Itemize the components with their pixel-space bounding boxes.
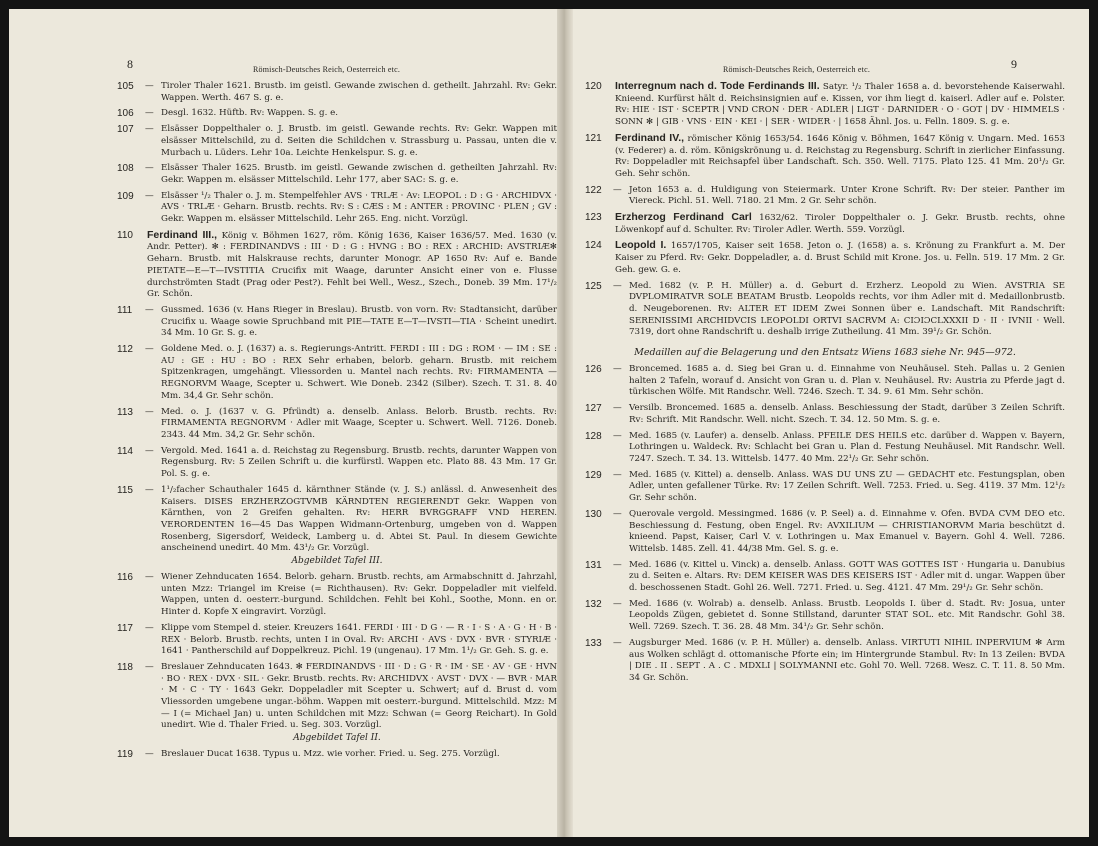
left-page xyxy=(9,9,557,837)
entry-dash: — xyxy=(613,508,622,519)
entry-dash: — xyxy=(145,163,154,174)
entry-number: 116 xyxy=(117,572,133,584)
entry-number: 118 xyxy=(117,661,133,673)
entry-dash: — xyxy=(145,406,154,417)
entry-number: 107 xyxy=(117,124,134,136)
entry-number: 124 xyxy=(585,240,602,252)
entry-dash: — xyxy=(613,403,622,414)
section-note: Medaillen auf die Belagerung und den Entsatz Wiens 1683 siehe Nr. 945—972. xyxy=(634,347,1016,359)
entry-dash: — xyxy=(145,344,154,355)
catalog-entry xyxy=(117,623,557,658)
entry-description: Desgl. 1632. Hüftb. Rv: Wappen. S. g. e. xyxy=(161,108,339,119)
ruler-name: Leopold I. xyxy=(615,239,667,252)
catalog-entry xyxy=(585,281,1065,340)
entry-dash: — xyxy=(145,622,154,633)
catalog-entry xyxy=(117,446,557,481)
catalog-entry xyxy=(117,305,557,340)
catalog-entry xyxy=(585,185,1065,208)
entry-dash: — xyxy=(145,124,154,135)
entry-description: Elsässer ¹/₂ Thaler o. J. m. Stempelfehler AVS · TRLÆ · Av: LEOPOL : D : G · ARCHIDVX · AVS · TRLÆ · Geharn. Brustb. rechts. Rv: S : CÆS : M : ANTER : PROVINC · PLEN ; GV : Gekr. Wappen m. elsässer Mittelschild. Lehr 265. Eng. nicht. Vorzügl. xyxy=(161,190,557,225)
entry-number: 125 xyxy=(585,280,602,292)
catalog-entry xyxy=(585,240,1065,276)
entry-description: Breslauer Ducat 1638. Typus u. Mzz. wie vorher. Fried. u. Seg. 275. Vorzügl. xyxy=(161,749,500,760)
entry-description: 1657/1705, Kaiser seit 1658. Jeton o. J. (1658) a. s. Krönung zu Frankfurt a. M. Der Kaiser zu Pferd. Rv: Gekr. Doppeladler, a. d. Brust Schild mit Krone. Jos. u. Felln. 519. 17 Mm. 2 Gr. Geh. gew. G. e. xyxy=(615,241,1066,275)
entry-description: Med. 1685 (v. Laufer) a. denselb. Anlass. PFEILE DES HEILS etc. darüber d. Wappen v. Bayern, Lothringen u. Waldeck. Rv: Schlacht bei Gran u. Plan d. Festung Neuhäusel. Mit Randschr. Well. 7247. Szech. T. 34. 13. Wittelsb. 1477. 40 Mm. 22¹/₂ Gr. Sehr schön. xyxy=(629,430,1065,464)
entry-number: 113 xyxy=(117,406,133,418)
entry-description: Querovale vergold. Messingmed. 1686 (v. P. Seel) a. d. Einnahme v. Ofen. BVDA CVM DEO etc. Beschiessung d. Festung, oben Engel. Rv: AVXILIUM — CHRISTIANORVM Maria beschützt d. knieend. Papst, Kaiser, Carl V. v. Lothringen u. Max Emanuel v. Bayern. Gohl 4. Well. 7286. Wittelsb. 1485. Zell. 41. 44/38 Mm. Gel. S. g. e. xyxy=(629,508,1065,554)
entry-number: 130 xyxy=(585,508,602,520)
entry-dash: — xyxy=(613,637,622,648)
entry-description: Med. 1685 (v. Kittel) a. denselb. Anlass. WAS DU UNS ZU — GEDACHT etc. Festungsplan, oben Adler, unten gefallener Türke. Rv: 17 Zeilen Schrift. Well. 7253. Fried. u. Seg. 4119. 37 Mm. 12¹/₂ Gr. Sehr schön. xyxy=(629,469,1065,504)
entry-description: Jeton 1653 a. d. Huldigung von Steiermark. Unter Krone Schrift. Rv: Der steier. Panther im Viereck. Pichl. 51. Well. 7180. 21 Mm. 2 Gr. Sehr schön. xyxy=(629,184,1065,207)
catalog-entry xyxy=(117,81,557,104)
entry-description: 1¹/₂facher Schauthaler 1645 d. kärnthner Stände (v. J. S.) anlässl. d. Anwesenheit des Kaisers. DISES ERZHERZOGTVMB KÄRNDTEN REGIERENDT Gekr. Wappen von Kärnthen, von 2 Greifen gehalten. Rv: HERR BVRGGRAFF VND HEREN. VERORDENTEN 16—45 Das Wappen Widmann-Ortenburg, umgeben von d. Wappen Rosenberg, Sigersdorf, Weideck, Lamberg u. d. Abtei St. Paul. In diesem Gewichte anscheinend unedirt. 40 Mm. 43¹/₂ Gr. Vorzügl. xyxy=(161,484,557,554)
catalog-entry xyxy=(117,749,557,761)
catalog-entry xyxy=(117,124,557,159)
entry-number: 109 xyxy=(117,190,134,202)
entry-description: Med. 1686 (v. Kittel u. Vinck) a. denselb. Anlass. GOTT WAS GOTTES IST · Hungaria u. Danubius zu d. Seiten e. Altars. Rv: DEM KEISER WAS DES KEISERS IST · Adler mit d. ungar. Wappen über d. beschossenen Stadt. Gohl 26. Well. 7271. Fried. u. Seg. 4121. 47 Mm. 29¹/₂ Gr. Sehr schön. xyxy=(629,559,1065,594)
entry-description: Versilb. Broncemed. 1685 a. denselb. Anlass. Beschiessung der Stadt, darüber 3 Zeilen Schrift. Rv: Schrift. Mit Randschr. Well. nicht. Szech. T. 34. 12. 50 Mm. S. g. e. xyxy=(629,403,1065,425)
entry-number: 129 xyxy=(585,469,602,481)
catalog-entry xyxy=(585,212,1065,236)
entry-number: 123 xyxy=(585,212,602,224)
ruler-name: Interregnum nach d. Tode Ferdinands III. xyxy=(615,80,820,92)
entry-dash: — xyxy=(145,445,154,456)
entry-description: Augsburger Med. 1686 (v. P. H. Müller) a. denselb. Anlass. VIRTUTI NIHIL INPERVIUM ✻ Arm aus Wolken schlägt d. ottomanische Pforte ein; im Hintergrunde Stambul. Rv: In 13 Zeilen: BVDA | DIE . II . SEPT . A . C . MDXLI | SOLYMANNI etc. Gohl 70. Well. 7268. Wesz. C. T. 11. 8. 50 Mm. 34 Gr. Schön. xyxy=(629,637,1065,683)
book-spread xyxy=(9,9,1089,837)
entry-description: Med. o. J. (1637 v. G. Pfründt) a. denselb. Anlass. Belorb. Brustb. rechts. Rv: FIRMAMENTA REGNORVM · Adler mit Waage, Scepter u. Schwert. Well. 7126. Doneb. 2343. 44 Mm. 34,2 Gr. Sehr schön. xyxy=(161,406,557,440)
entry-spacer xyxy=(585,685,1065,689)
entry-number: 132 xyxy=(585,598,602,610)
catalog-entry xyxy=(117,572,557,619)
plate-caption: Abgebildet Tafel II. xyxy=(293,733,381,744)
entry-dash: — xyxy=(613,469,622,480)
entry-number: 110 xyxy=(117,229,133,241)
catalog-entry xyxy=(585,470,1065,505)
entry-number: 120 xyxy=(585,81,602,92)
entry-dash: — xyxy=(145,108,154,119)
entry-number: 112 xyxy=(117,344,133,356)
entry-number: 111 xyxy=(117,304,133,316)
catalog-entry xyxy=(117,191,557,226)
entry-dash: — xyxy=(145,484,154,495)
catalog-entry xyxy=(585,560,1065,595)
catalog-entry xyxy=(585,599,1065,634)
catalog-entry xyxy=(117,230,557,301)
entry-number: 127 xyxy=(585,403,602,415)
entry-number: 131 xyxy=(585,559,602,571)
entry-spacer xyxy=(585,339,1065,343)
entry-description: römischer König 1653/54. 1646 König v. Böhmen, 1647 König v. Ungarn. Med. 1653 (v. Federer) a. d. röm. Königskrönung u. d. Reichstag zu Regensburg. Schrift in zierlicher Einfassung. Rv: Doppeladler mit Reichsapfel über Landschaft. Sch. 350. Well. 7175. Plato 125. 41 Mm. 20¹/₂ Gr. Geh. Sehr schön. xyxy=(615,133,1065,179)
catalog-entry xyxy=(117,485,557,555)
ruler-name: Erzherzog Ferdinand Carl xyxy=(615,211,752,224)
right-running-head: Römisch-Deutsches Reich, Oesterreich etc. xyxy=(723,65,871,74)
entry-description: Tiroler Thaler 1621. Brustb. im geistl. Gewande zwischen d. getheilt. Jahrzahl. Rv: Gekr. Wappen. Werth. 467 S. g. e. xyxy=(161,81,557,103)
entry-description: Broncemed. 1685 a. d. Sieg bei Gran u. d. Einnahme von Neuhäusel. Steh. Pallas u. 2 Genien halten 2 Tafeln, worauf d. Ansicht von Gran u. d. Plan v. Neuhäusel. Rv: Austria zu Pferde jagt d. türkischen Wölfe. Mit Randschr. Well. 7246. Szech. T. 34. 9. 61 Mm. Sehr schön. xyxy=(629,364,1065,398)
catalog-entry xyxy=(117,344,557,403)
entry-dash: — xyxy=(613,598,622,609)
entry-dash: — xyxy=(613,280,622,291)
right-page xyxy=(573,9,1089,837)
entry-dash: — xyxy=(613,184,622,195)
entry-number: 115 xyxy=(117,484,133,496)
ruler-name: Ferdinand IV., xyxy=(615,131,685,144)
entry-description: 1632/62. Tiroler Doppelthaler o. J. Gekr. Brustb. rechts, ohne Löwenkopf auf d. Schulter. Rv: Tiroler Adler. Werth. 559. Vorzügl. xyxy=(615,213,1065,235)
left-running-head: Römisch-Deutsches Reich, Oesterreich etc. xyxy=(253,65,401,74)
entry-dash: — xyxy=(613,559,622,570)
entry-number: 128 xyxy=(585,430,602,442)
catalog-entry xyxy=(117,662,557,732)
catalog-entry xyxy=(585,638,1065,685)
left-entries xyxy=(117,81,557,765)
entry-number: 126 xyxy=(585,364,602,376)
entry-number: 106 xyxy=(117,108,134,120)
catalog-entry xyxy=(585,81,1065,129)
entry-description: Elsässer Thaler 1625. Brustb. im geistl. Gewande zwischen d. getheilten Jahrzahl. Rv: Gekr. Wappen m. elsässer Mittelschild. Lehr 177, aber SAC: S. g. e. xyxy=(161,163,557,185)
ruler-name: Ferdinand III., xyxy=(147,228,218,241)
entry-number: 114 xyxy=(117,445,133,457)
entry-number: 108 xyxy=(117,163,134,175)
entry-number: 117 xyxy=(117,622,133,634)
entry-number: 119 xyxy=(117,749,133,761)
plate-caption: Abgebildet Tafel III. xyxy=(291,556,383,567)
entry-description: Med. 1686 (v. Wolrab) a. denselb. Anlass. Brustb. Leopolds I. über d. Stadt. Rv: Josua, unter Leopolds Zügen, gebietet d. Sonne Stillstand, darunter STAT SOL. etc. Mit Randschr. Gohl 38. Well. 7269. Szech. T. 36. 28. 48 Mm. 34¹/₂ Gr. Sehr schön. xyxy=(629,598,1065,633)
entry-number: 105 xyxy=(117,81,134,92)
entry-description: Med. 1682 (v. P. H. Müller) a. d. Geburt d. Erzherz. Leopold zu Wien. AVSTRIA SE DVPLOMIRATVR SOLE BEATAM Brustb. Leopolds rechts, vor ihm Adler mit d. Medaillonbrustb. d. Neugeborenen. Rv: ALTER ET IDEM Zwei Sonnen über e. Landschaft. Mit Randschrift: SERENISSIMI ARCHIDVCIS LEOPOLDI ORTVI SACRVM A: CIƆIƆCLXXXII D · II · IVNII · Well. 7319, dort ohne Randschrift u. deshalb irrige Zutheilung. 41 Mm. 39¹/₂ Gr. Schön. xyxy=(629,280,1065,338)
entry-description: König v. Böhmen 1627, röm. König 1636, Kaiser 1636/57. Med. 1630 (v. Andr. Petter). ✻ : FERDINANDVS : III · D : G : HVNG : BO : REX : ARCHID: AVSTRIÆ✻ Geharn. Brustb. mit Halskrause rechts, darunter Monogr. AP 1650 Rv: Auf e. Bande PIETATE—E—T—IVSTITIA Crucifix mit Waage, darunter Ansicht einer von e. Flusse durchströmten Stadt (Prag oder Pest?). Fehlt bei Well., Wesz., Szech., Doneb. 39 Mm. 17¹/₂ Gr. Schön. xyxy=(147,230,557,300)
catalog-entry xyxy=(585,509,1065,556)
entry-description: Vergold. Med. 1641 a. d. Reichstag zu Regensburg. Brustb. rechts, darunter Wappen von Regensburg. Rv: 5 Zeilen Schrift u. die kurfürstl. Wappen etc. Plato 88. 43 Mm. 17 Gr. Pol. S. g. e. xyxy=(161,445,557,480)
catalog-entry xyxy=(585,364,1065,399)
catalog-entry xyxy=(585,133,1065,181)
left-page-number: 8 xyxy=(127,57,133,71)
right-entries xyxy=(585,81,1065,689)
entry-dash: — xyxy=(613,364,622,375)
book-gutter xyxy=(557,9,573,837)
catalog-entry xyxy=(585,431,1065,466)
entry-dash: — xyxy=(145,749,154,760)
entry-dash: — xyxy=(145,572,154,583)
right-page-number: 9 xyxy=(1011,57,1017,71)
entry-description: Satyr. ¹/₂ Thaler 1658 a. d. bevorstehende Kaiserwahl. Knieend. Kurfürst hält d. Reichsinsignien auf e. Kissen, vor ihm liegt d. kaiserl. Adler auf e. Polster. Rv: HIE · IST · SCEPTR | VND CRON · DER · ADLER | LIGT · DARNIDER · O · GOT | DV · HIMMELS · SONN ✻ | GIB · VNS · EIN · KEI · | SER · WIDER · | 1658 Ähnl. Jos. u. Felln. 1809. S. g. e. xyxy=(615,82,1066,128)
entry-dash: — xyxy=(145,661,154,672)
entry-description: Klippe vom Stempel d. steier. Kreuzers 1641. FERDI · III · D G · — R · I · S · A · G · H · B · REX · Belorb. Brustb. rechts, unten I in Oval. Rv: ARCHI · AVS · DVX · BVR · STYRIÆ · 1641 · Pantherschild auf Doppelkreuz. Pichl. 19 (ungenau). 17 Mm. 1¹/₂ Gr. Geh. S. g. e. xyxy=(161,622,557,657)
entry-number: 121 xyxy=(585,132,602,144)
catalog-entry xyxy=(117,407,557,442)
entry-dash: — xyxy=(613,430,622,441)
entry-description: Goldene Med. o. J. (1637) a. s. Regierungs-Antritt. FERDI : III : DG : ROM · — IM : SE : AU : GE : HU : BO : REX Sehr erhaben, belorb. geharn. Brustb. mit reichem Spitzenkragen, umgehängt. Vliessorden u. Mantel nach rechts. Rv: FIRMAMENTA — REGNORVM Waage, Scepter u. Schwert. Wie Doneb. 2342 (Silber). Szech. T. 31. 8. 40 Mm. 34,4 Gr. Sehr schön. xyxy=(161,344,557,401)
entry-description: Wiener Zehnducaten 1654. Belorb. geharn. Brustb. rechts, am Armabschnitt d. Jahrzahl, unten Mzz: Triangel im Kreise (= Richthausen). Rv: Gekr. Doppeladler mit vielfeld. Wappen, unten d. oesterr.-burgund. Schildchen. Fehlt bei Kohl., Soothe, Monn. en or. Hinter d. Kopfe X eingravirt. Vorzügl. xyxy=(161,572,557,618)
entry-description: Gussmed. 1636 (v. Hans Rieger in Breslau). Brustb. von vorn. Rv: Stadtansicht, darüber Crucifix u. Waage sowie Spruchband mit PIE—TATE E—T—IVSTI—TIA · Scheint unedirt. 34 Mm. 10 Gr. S. g. e. xyxy=(161,304,557,339)
entry-spacer xyxy=(117,761,557,765)
catalog-entry xyxy=(117,163,557,186)
entry-description: Breslauer Zehnducaten 1643. ✻ FERDINANDVS · III · D : G · R · IM · SE · AV · GE · HVN · BO · REX · DVX · SIL · Gekr. Brustb. rechts. Rv: ARCHIDVX · AVST · DVX · — BVR · MAR · M · C · TY · 1643 Gekr. Doppeladler mit Scepter u. Schwert; auf d. Brust d. vom Vliessorden umgebene ungar.-böhm. Wappen mit oesterr.-burgund. Mittelschild. Mzz: M — I (= Michael Jan) u. unten Schildchen mit Mzz: Schwan (= Georg Reichart). In Gold unedirt. Wie d. Thaler Fried. u. Seg. 303. Vorzügl. xyxy=(161,661,557,731)
entry-description: Elsässer Doppelthaler o. J. Brustb. im geistl. Gewande rechts. Rv: Gekr. Wappen mit elsässer Mittelschild, zu d. Seiten die Schildchen v. Strassburg u. Passau, unten die v. Murbach u. Lüders. Lehr 10a. Leichte Henkelspur. S. g. e. xyxy=(161,124,557,158)
catalog-entry xyxy=(585,403,1065,426)
entry-dash: — xyxy=(145,190,154,201)
entry-dash: — xyxy=(145,304,154,315)
catalog-entry xyxy=(117,108,557,120)
entry-dash: — xyxy=(145,81,154,91)
entry-number: 133 xyxy=(585,637,602,649)
entry-number: 122 xyxy=(585,184,602,196)
